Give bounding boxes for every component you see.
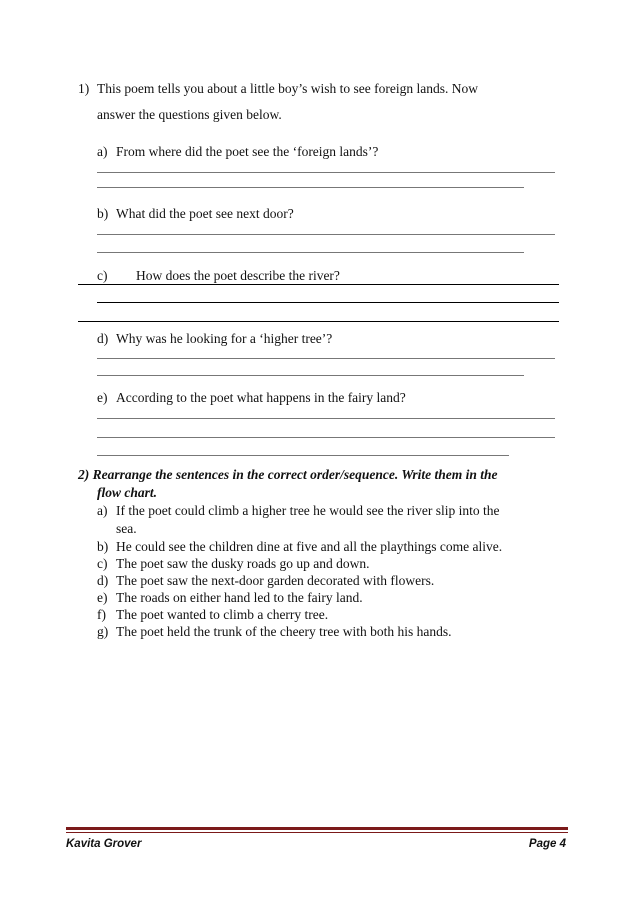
q2-item-text: The roads on either hand led to the fairy land. xyxy=(116,590,363,605)
answer-line xyxy=(97,418,555,419)
answer-line xyxy=(97,437,555,438)
q2-heading-line2: flow chart. xyxy=(97,485,158,500)
answer-line xyxy=(97,187,524,188)
q1c-question: How does the poet describe the river? xyxy=(136,268,340,283)
page-number: Page 4 xyxy=(528,838,566,850)
q1e-question: According to the poet what happens in the fairy land? xyxy=(116,390,406,405)
q2-item-text: The poet held the trunk of the cheery tree with both his hands. xyxy=(116,624,452,639)
q2-item-letter: f) xyxy=(97,607,106,622)
answer-line xyxy=(97,172,555,173)
q2-heading-line1: 2) Rearrange the sentences in the correct order/sequence. Write them in the xyxy=(78,467,498,482)
q1c-letter: c) xyxy=(97,268,108,283)
q1d-letter: d) xyxy=(97,331,109,346)
answer-rule xyxy=(78,284,559,285)
q1a-question: From where did the poet see the ‘foreign lands’? xyxy=(116,144,379,159)
answer-rule xyxy=(97,302,559,303)
footer-rule xyxy=(66,827,568,830)
q1e-letter: e) xyxy=(97,390,108,405)
answer-line xyxy=(97,375,524,376)
q1a-letter: a) xyxy=(97,144,108,159)
q2-item-text: He could see the children dine at five and all the playthings come alive. xyxy=(116,539,503,554)
q2-item-text: The poet saw the next-door garden decorated with flowers. xyxy=(116,573,435,588)
q2-item-letter: c) xyxy=(97,556,108,571)
footer-rule xyxy=(66,832,568,833)
q2-item-text: The poet wanted to climb a cherry tree. xyxy=(116,607,329,622)
q1d-question: Why was he looking for a ‘higher tree’? xyxy=(116,331,333,346)
q1-text-line2: answer the questions given below. xyxy=(97,107,282,122)
answer-line xyxy=(97,455,509,456)
q2-item-letter: a) xyxy=(97,503,108,518)
q2-item-letter: b) xyxy=(97,539,109,554)
footer-author: Kavita Grover xyxy=(66,838,142,850)
q2-item-letter: d) xyxy=(97,573,109,588)
answer-rule xyxy=(78,321,559,322)
answer-line xyxy=(97,234,555,235)
answer-line xyxy=(97,252,524,253)
answer-line xyxy=(97,358,555,359)
q2-item-letter: e) xyxy=(97,590,108,605)
q1b-question: What did the poet see next door? xyxy=(116,206,294,221)
q2-item-text-cont: sea. xyxy=(116,521,137,536)
q2-item-text: If the poet could climb a higher tree he would see the river slip into the xyxy=(116,503,500,518)
q2-item-text: The poet saw the dusky roads go up and down. xyxy=(116,556,370,571)
q1-text-line1: This poem tells you about a little boy’s wish to see foreign lands. Now xyxy=(97,81,478,96)
q2-item-letter: g) xyxy=(97,624,109,639)
q1-number: 1) xyxy=(78,81,90,96)
q1b-letter: b) xyxy=(97,206,109,221)
